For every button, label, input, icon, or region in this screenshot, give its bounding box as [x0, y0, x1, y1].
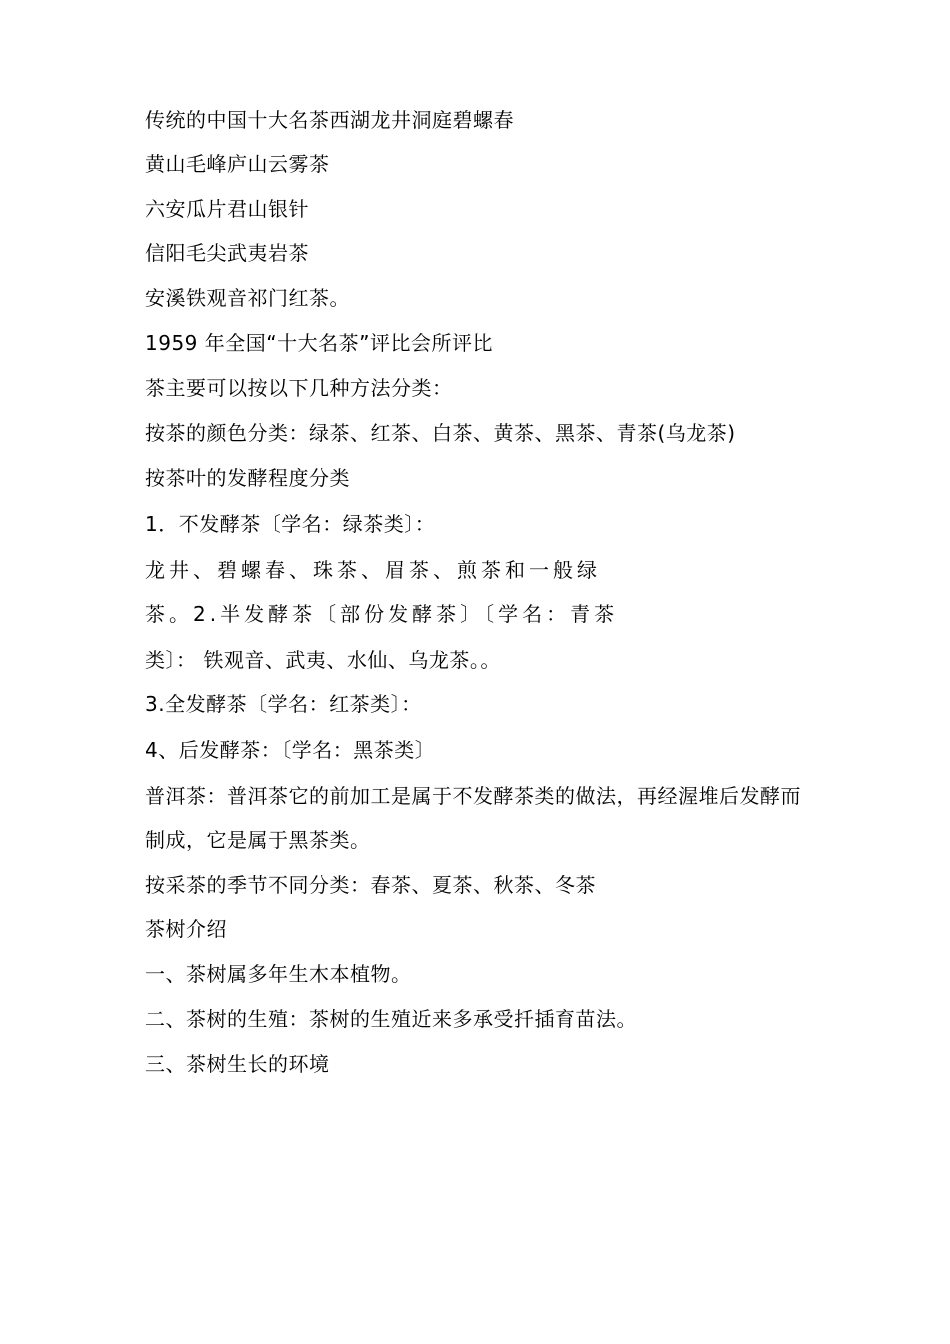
- text-line: 1959 年全国“十大名茶”评比会所评比: [145, 331, 493, 355]
- text-line: 茶树介绍: [145, 917, 227, 941]
- text-line: 龙井、碧螺春、珠茶、眉茶、煎茶和一般绿: [145, 558, 601, 582]
- text-line: 普洱茶：普洱茶它的前加工是属于不发酵茶类的做法，再经渥堆后发酵而: [145, 784, 801, 808]
- text-line: 1．不发酵茶〔学名：绿茶类〕：: [145, 512, 436, 536]
- text-line: 黄山毛峰庐山云雾茶: [145, 152, 330, 176]
- text-line: 茶。2.半发酵茶〔部份发酵茶〕〔学名：青茶: [145, 602, 619, 626]
- text-line: 按茶的颜色分类：绿茶、红茶、白茶、黄茶、黑茶、青茶(乌龙茶): [145, 421, 736, 445]
- text-line: 安溪铁观音祁门红茶。: [145, 286, 350, 310]
- text-line: 信阳毛尖武夷岩茶: [145, 241, 309, 265]
- text-line: 三、茶树生长的环境: [145, 1052, 330, 1076]
- text-line: 茶主要可以按以下几种方法分类：: [145, 376, 453, 400]
- text-line: 制成，它是属于黑茶类。: [145, 828, 371, 852]
- text-line: 六安瓜片君山银针: [145, 197, 309, 221]
- text-line: 3.全发酵茶〔学名：红茶类〕：: [145, 692, 422, 716]
- text-line: 一、茶树属多年生木本植物。: [145, 962, 412, 986]
- text-line: 传统的中国十大名茶西湖龙井洞庭碧螺春: [145, 108, 514, 132]
- text-line: 按采茶的季节不同分类：春茶、夏茶、秋茶、冬茶: [145, 873, 596, 897]
- text-line: 4、后发酵茶：〔学名：黑茶类〕: [145, 738, 436, 762]
- text-line: 类〕： 铁观音、武夷、水仙、乌龙茶。。: [145, 648, 501, 672]
- text-line: 按茶叶的发酵程度分类: [145, 466, 350, 490]
- text-line: 二、茶树的生殖：茶树的生殖近来多承受扦插育苗法。: [145, 1007, 637, 1031]
